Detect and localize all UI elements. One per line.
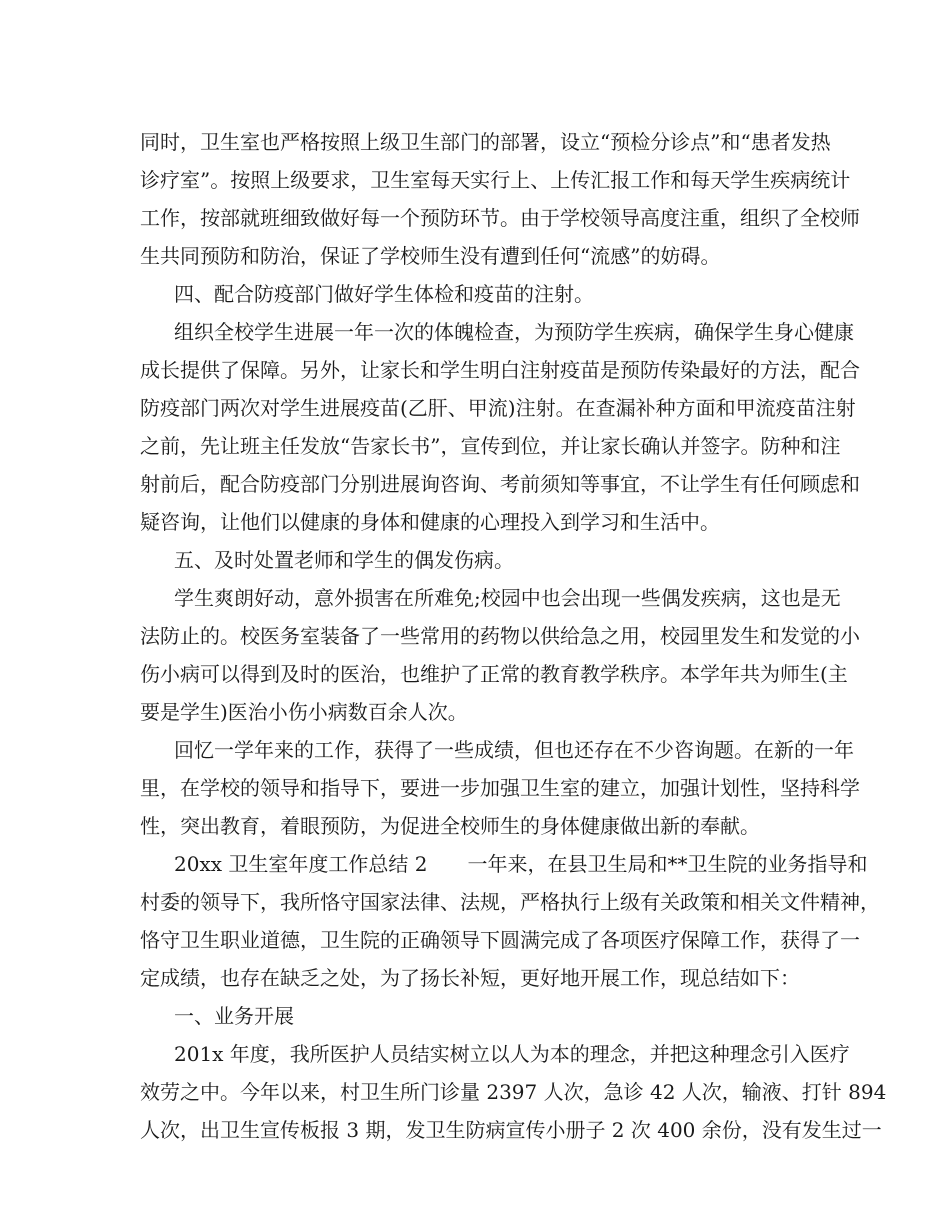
section-heading: 五、及时处置老师和学生的偶发伤病。	[174, 548, 514, 572]
text-line: 生共同预防和防治，保证了学校师生没有遭到任何“流感”的妨碍。	[140, 244, 721, 268]
text-line: 201x 年度，我所医护人员结实树立以人为本的理念，并把这种理念引入医疗	[174, 1042, 850, 1066]
text-line: 村委的领导下，我所恪守国家法律、法规，严格执行上级有关政策和相关文件精神，	[140, 890, 880, 914]
text-line: 性，突出教育，着眼预防，为促进全校师生的身体健康做出新的奉献。	[140, 814, 760, 838]
section-heading: 一、业务开展	[174, 1004, 294, 1028]
text-line: 学生爽朗好动，意外损害在所难免;校园中也会出现一些偶发疾病，这也是无	[174, 586, 841, 610]
text-line: 之前，先让班主任发放“告家长书”，宣传到位，并让家长确认并签字。防种和注	[140, 434, 841, 458]
text-line: 同时，卫生室也严格按照上级卫生部门的部署，设立“预检分诊点”和“患者发热	[140, 130, 831, 154]
text-line: 射前后，配合防疫部门分别进展询咨询、考前须知等事宜，不让学生有任何顾虑和	[140, 472, 860, 496]
section-heading: 四、配合防疫部门做好学生体检和疫苗的注射。	[174, 282, 594, 306]
text-line: 组织全校学生进展一年一次的体魄检查，为预防学生疾病，确保学生身心健康	[174, 320, 854, 344]
text-line: 恪守卫生职业道德，卫生院的正确领导下圆满完成了各项医疗保障工作，获得了一	[140, 928, 860, 952]
text-line: 防疫部门两次对学生进展疫苗(乙肝、甲流)注射。在查漏补种方面和甲流疫苗注射	[140, 396, 856, 420]
text-line: 20xx 卫生室年度工作总结 2 一年来，在县卫生局和**卫生院的业务指导和	[174, 852, 868, 876]
text-line: 诊疗室”。按照上级要求，卫生室每天实行上、上传汇报工作和每天学生疾病统计	[140, 168, 851, 192]
text-line: 伤小病可以得到及时的医治，也维护了正常的教育教学秩序。本学年共为师生(主	[140, 662, 848, 686]
text-line: 效劳之中。今年以来，村卫生所门诊量 2397 人次，急诊 42 人次，输液、打针 894	[140, 1080, 887, 1104]
text-line: 要是学生)医治小伤小病数百余人次。	[140, 700, 468, 724]
text-line: 成长提供了保障。另外，让家长和学生明白注射疫苗是预防传染最好的方法，配合	[140, 358, 860, 382]
text-line: 定成绩，也存在缺乏之处，为了扬长补短，更好地开展工作，现总结如下：	[140, 966, 800, 990]
text-line: 人次，出卫生宣传板报 3 期，发卫生防病宣传小册子 2 次 400 余份，没有发生过一	[140, 1118, 882, 1142]
text-line: 里，在学校的领导和指导下，要进一步加强卫生室的建立，加强计划性，坚持科学	[140, 776, 860, 800]
text-line: 工作，按部就班细致做好每一个预防环节。由于学校领导高度注重，组织了全校师	[140, 206, 860, 230]
text-line: 疑咨询，让他们以健康的身体和健康的心理投入到学习和生活中。	[140, 510, 720, 534]
text-line: 法防止的。校医务室装备了一些常用的药物以供给急之用，校园里发生和发觉的小	[140, 624, 860, 648]
text-line: 回忆一学年来的工作，获得了一些成绩，但也还存在不少咨询题。在新的一年	[174, 738, 854, 762]
